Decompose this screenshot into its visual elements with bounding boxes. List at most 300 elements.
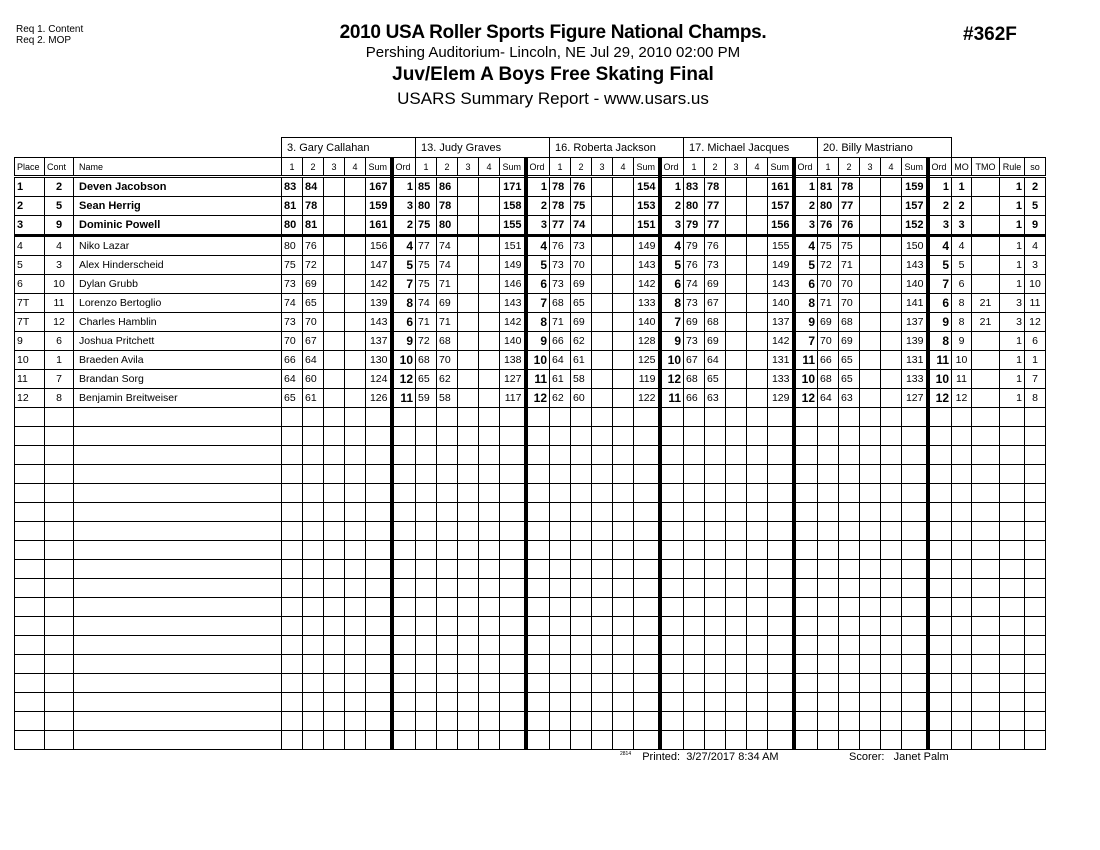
empty-cell — [550, 465, 571, 484]
so-cell: 11 — [1025, 294, 1046, 313]
table-row — [15, 332, 1046, 351]
empty-cell — [324, 579, 345, 598]
score-2: 65 — [839, 351, 860, 370]
empty-row — [15, 579, 1046, 598]
printed-info — [620, 751, 779, 763]
empty-cell — [282, 636, 303, 655]
empty-cell — [705, 731, 726, 750]
empty-cell — [366, 674, 392, 693]
empty-cell — [366, 598, 392, 617]
empty-cell — [928, 617, 952, 636]
empty-cell — [550, 427, 571, 446]
empty-cell — [437, 712, 458, 731]
score-3 — [324, 216, 345, 236]
score-3 — [324, 294, 345, 313]
empty-cell — [324, 484, 345, 503]
empty-cell — [282, 731, 303, 750]
score-1: 68 — [818, 370, 839, 389]
empty-cell — [1000, 617, 1025, 636]
score-2: 69 — [571, 275, 592, 294]
empty-cell — [392, 579, 416, 598]
col-judge-1: 1 — [282, 158, 303, 177]
score-1: 83 — [684, 177, 705, 197]
empty-cell — [902, 712, 928, 731]
empty-cell — [324, 503, 345, 522]
empty-cell — [74, 427, 282, 446]
empty-cell — [500, 731, 526, 750]
empty-cell — [726, 522, 747, 541]
empty-cell — [902, 522, 928, 541]
score-4 — [613, 197, 634, 216]
empty-cell — [972, 408, 1000, 427]
empty-cell — [972, 446, 1000, 465]
score-1: 75 — [416, 256, 437, 275]
score-4 — [613, 313, 634, 332]
empty-cell — [794, 541, 818, 560]
ordinal: 7 — [526, 294, 550, 313]
score-3 — [324, 389, 345, 408]
table-row — [15, 216, 1046, 236]
col-judge-3: 3 — [592, 158, 613, 177]
empty-cell — [324, 712, 345, 731]
empty-cell — [592, 522, 613, 541]
empty-cell — [74, 484, 282, 503]
empty-cell — [437, 674, 458, 693]
score-3 — [592, 389, 613, 408]
score-3 — [726, 275, 747, 294]
empty-cell — [416, 693, 437, 712]
score-4 — [747, 275, 768, 294]
ordinal: 2 — [660, 197, 684, 216]
empty-cell — [952, 579, 972, 598]
score-3 — [324, 370, 345, 389]
col-judge-1: 1 — [550, 158, 571, 177]
score-3 — [458, 389, 479, 408]
skater-name: Deven Jacobson — [74, 177, 282, 197]
empty-cell — [684, 579, 705, 598]
empty-cell — [366, 484, 392, 503]
empty-cell — [74, 541, 282, 560]
empty-cell — [392, 598, 416, 617]
rule-cell: 1 — [1000, 216, 1025, 236]
empty-cell — [571, 560, 592, 579]
score-2: 75 — [839, 236, 860, 256]
empty-cell — [458, 446, 479, 465]
empty-cell — [282, 446, 303, 465]
empty-cell — [479, 484, 500, 503]
empty-cell — [416, 522, 437, 541]
score-3 — [458, 294, 479, 313]
score-2: 71 — [437, 313, 458, 332]
empty-cell — [747, 560, 768, 579]
score-2: 58 — [571, 370, 592, 389]
empty-cell — [366, 693, 392, 712]
score-4 — [881, 236, 902, 256]
score-1: 78 — [550, 177, 571, 197]
empty-cell — [660, 427, 684, 446]
score-3 — [592, 370, 613, 389]
empty-cell — [500, 446, 526, 465]
empty-cell — [282, 427, 303, 446]
tmo-cell — [972, 177, 1000, 197]
score-2: 65 — [705, 370, 726, 389]
score-3 — [458, 197, 479, 216]
empty-cell — [74, 674, 282, 693]
empty-cell — [1000, 731, 1025, 750]
empty-cell — [479, 617, 500, 636]
empty-cell — [818, 484, 839, 503]
score-4 — [747, 197, 768, 216]
empty-cell — [571, 693, 592, 712]
empty-cell — [500, 617, 526, 636]
score-3 — [860, 313, 881, 332]
empty-cell — [747, 408, 768, 427]
score-2: 77 — [705, 216, 726, 236]
col-judge-sum: Sum — [634, 158, 660, 177]
empty-cell — [634, 617, 660, 636]
tmo-cell — [972, 275, 1000, 294]
empty-cell — [705, 598, 726, 617]
empty-cell — [684, 560, 705, 579]
empty-cell — [282, 408, 303, 427]
score-1: 61 — [550, 370, 571, 389]
empty-cell — [550, 541, 571, 560]
empty-cell — [1025, 522, 1046, 541]
cont-cell: 5 — [45, 197, 74, 216]
score-1: 71 — [818, 294, 839, 313]
empty-cell — [747, 636, 768, 655]
empty-cell — [839, 693, 860, 712]
ordinal: 6 — [928, 294, 952, 313]
place-cell: 4 — [15, 236, 45, 256]
empty-cell — [660, 636, 684, 655]
empty-cell — [1000, 598, 1025, 617]
empty-cell — [592, 465, 613, 484]
score-1: 68 — [416, 351, 437, 370]
empty-cell — [928, 693, 952, 712]
empty-cell — [416, 617, 437, 636]
empty-cell — [634, 560, 660, 579]
ordinal: 7 — [928, 275, 952, 294]
empty-cell — [571, 522, 592, 541]
judge-header-row — [15, 138, 1046, 158]
empty-cell — [345, 427, 366, 446]
empty-cell — [1025, 446, 1046, 465]
score-1: 67 — [684, 351, 705, 370]
ordinal: 7 — [660, 313, 684, 332]
empty-cell — [45, 560, 74, 579]
empty-cell — [45, 522, 74, 541]
empty-cell — [526, 579, 550, 598]
empty-cell — [592, 541, 613, 560]
empty-cell — [818, 674, 839, 693]
empty-cell — [818, 712, 839, 731]
empty-cell — [282, 712, 303, 731]
score-2: 64 — [705, 351, 726, 370]
empty-cell — [726, 636, 747, 655]
empty-cell — [592, 503, 613, 522]
empty-cell — [818, 579, 839, 598]
empty-cell — [726, 560, 747, 579]
cont-cell: 9 — [45, 216, 74, 236]
scorer-info — [849, 751, 949, 763]
empty-cell — [592, 731, 613, 750]
score-1: 76 — [550, 236, 571, 256]
score-2: 65 — [303, 294, 324, 313]
empty-cell — [860, 731, 881, 750]
place-cell: 7T — [15, 294, 45, 313]
empty-cell — [768, 408, 794, 427]
score-3 — [592, 275, 613, 294]
empty-cell — [1000, 484, 1025, 503]
score-sum: 140 — [634, 313, 660, 332]
score-2: 78 — [839, 177, 860, 197]
empty-cell — [1000, 503, 1025, 522]
empty-cell — [794, 598, 818, 617]
empty-cell — [479, 674, 500, 693]
empty-cell — [15, 446, 45, 465]
empty-cell — [613, 446, 634, 465]
empty-cell — [684, 446, 705, 465]
empty-cell — [747, 693, 768, 712]
empty-cell — [324, 560, 345, 579]
so-cell: 9 — [1025, 216, 1046, 236]
table-row — [15, 351, 1046, 370]
empty-row — [15, 503, 1046, 522]
so-cell: 4 — [1025, 236, 1046, 256]
empty-cell — [282, 503, 303, 522]
score-4 — [747, 370, 768, 389]
score-1: 65 — [416, 370, 437, 389]
col-name: Name — [74, 158, 282, 177]
empty-cell — [303, 579, 324, 598]
empty-cell — [74, 522, 282, 541]
cont-cell: 2 — [45, 177, 74, 197]
empty-cell — [345, 465, 366, 484]
empty-cell — [392, 408, 416, 427]
empty-cell — [479, 560, 500, 579]
empty-cell — [345, 484, 366, 503]
empty-cell — [592, 427, 613, 446]
empty-row — [15, 655, 1046, 674]
cont-cell: 6 — [45, 332, 74, 351]
empty-cell — [928, 408, 952, 427]
empty-cell — [571, 484, 592, 503]
rule-cell: 1 — [1000, 275, 1025, 294]
so-cell: 12 — [1025, 313, 1046, 332]
empty-cell — [324, 522, 345, 541]
empty-cell — [768, 598, 794, 617]
empty-cell — [550, 560, 571, 579]
ordinal: 10 — [660, 351, 684, 370]
empty-cell — [881, 674, 902, 693]
empty-cell — [839, 731, 860, 750]
empty-cell — [928, 465, 952, 484]
empty-cell — [705, 408, 726, 427]
empty-cell — [881, 446, 902, 465]
score-sum: 153 — [634, 197, 660, 216]
score-1: 72 — [818, 256, 839, 275]
score-sum: 157 — [768, 197, 794, 216]
ordinal: 3 — [392, 197, 416, 216]
empty-cell — [726, 712, 747, 731]
empty-cell — [416, 674, 437, 693]
empty-cell — [1000, 712, 1025, 731]
empty-cell — [458, 674, 479, 693]
score-4 — [881, 351, 902, 370]
score-3 — [592, 313, 613, 332]
empty-cell — [839, 484, 860, 503]
empty-cell — [768, 579, 794, 598]
col-judge-1: 1 — [818, 158, 839, 177]
empty-cell — [613, 712, 634, 731]
ordinal: 6 — [794, 275, 818, 294]
score-sum: 140 — [902, 275, 928, 294]
empty-cell — [526, 427, 550, 446]
score-4 — [345, 351, 366, 370]
empty-cell — [818, 617, 839, 636]
empty-cell — [366, 408, 392, 427]
empty-cell — [74, 579, 282, 598]
empty-cell — [952, 427, 972, 446]
empty-cell — [345, 503, 366, 522]
ordinal: 12 — [392, 370, 416, 389]
score-2: 73 — [705, 256, 726, 275]
score-1: 68 — [550, 294, 571, 313]
col-judge-2: 2 — [705, 158, 726, 177]
empty-cell — [881, 503, 902, 522]
empty-cell — [747, 541, 768, 560]
empty-cell — [324, 598, 345, 617]
score-sum: 156 — [366, 236, 392, 256]
empty-cell — [613, 465, 634, 484]
ordinal: 5 — [392, 256, 416, 275]
ordinal: 5 — [526, 256, 550, 275]
empty-cell — [45, 712, 74, 731]
tmo-cell: 21 — [972, 294, 1000, 313]
empty-cell — [768, 674, 794, 693]
empty-cell — [1025, 617, 1046, 636]
empty-cell — [818, 503, 839, 522]
empty-cell — [928, 446, 952, 465]
score-1: 78 — [550, 197, 571, 216]
empty-cell — [437, 484, 458, 503]
table-row — [15, 370, 1046, 389]
empty-cell — [345, 579, 366, 598]
judge-name: 16. Roberta Jackson — [550, 138, 684, 158]
so-cell: 3 — [1025, 256, 1046, 275]
empty-cell — [45, 427, 74, 446]
empty-cell — [366, 446, 392, 465]
score-3 — [324, 332, 345, 351]
skater-name: Braeden Avila — [74, 351, 282, 370]
empty-cell — [324, 674, 345, 693]
empty-cell — [392, 503, 416, 522]
score-2: 72 — [303, 256, 324, 275]
col-judge-4: 4 — [345, 158, 366, 177]
empty-cell — [1025, 408, 1046, 427]
col-so: so — [1025, 158, 1046, 177]
score-sum: 157 — [902, 197, 928, 216]
score-2: 70 — [839, 275, 860, 294]
score-4 — [613, 294, 634, 313]
score-2: 77 — [839, 197, 860, 216]
score-4 — [881, 177, 902, 197]
skater-name: Lorenzo Bertoglio — [74, 294, 282, 313]
empty-cell — [479, 731, 500, 750]
score-2: 69 — [303, 275, 324, 294]
empty-cell — [768, 731, 794, 750]
empty-cell — [660, 503, 684, 522]
score-3 — [860, 197, 881, 216]
score-3 — [324, 236, 345, 256]
empty-cell — [366, 712, 392, 731]
empty-cell — [952, 484, 972, 503]
empty-cell — [684, 427, 705, 446]
empty-cell — [571, 655, 592, 674]
empty-cell — [1025, 465, 1046, 484]
empty-cell — [747, 598, 768, 617]
score-1: 74 — [416, 294, 437, 313]
score-3 — [726, 389, 747, 408]
empty-cell — [500, 693, 526, 712]
score-sum: 127 — [500, 370, 526, 389]
empty-row — [15, 598, 1046, 617]
score-2: 60 — [303, 370, 324, 389]
empty-cell — [15, 408, 45, 427]
empty-cell — [15, 484, 45, 503]
empty-cell — [1000, 655, 1025, 674]
score-1: 80 — [818, 197, 839, 216]
empty-cell — [972, 560, 1000, 579]
rule-cell: 1 — [1000, 197, 1025, 216]
table-row — [15, 197, 1046, 216]
place-cell: 9 — [15, 332, 45, 351]
score-1: 85 — [416, 177, 437, 197]
empty-cell — [860, 446, 881, 465]
empty-cell — [45, 674, 74, 693]
empty-cell — [571, 503, 592, 522]
empty-cell — [881, 484, 902, 503]
requirement-1: Req 1. Content — [16, 24, 84, 35]
empty-cell — [550, 617, 571, 636]
empty-cell — [550, 408, 571, 427]
empty-cell — [818, 541, 839, 560]
score-1: 66 — [818, 351, 839, 370]
empty-cell — [726, 541, 747, 560]
mo-cell: 5 — [952, 256, 972, 275]
score-1: 79 — [684, 216, 705, 236]
score-2: 76 — [571, 177, 592, 197]
mo-cell: 3 — [952, 216, 972, 236]
empty-cell — [952, 731, 972, 750]
score-1: 80 — [282, 216, 303, 236]
empty-cell — [282, 693, 303, 712]
empty-cell — [860, 522, 881, 541]
score-1: 81 — [282, 197, 303, 216]
score-3 — [860, 294, 881, 313]
score-3 — [324, 177, 345, 197]
score-4 — [479, 389, 500, 408]
score-2: 73 — [571, 236, 592, 256]
empty-cell — [726, 598, 747, 617]
empty-cell — [613, 560, 634, 579]
empty-cell — [1000, 522, 1025, 541]
empty-cell — [705, 522, 726, 541]
empty-cell — [881, 522, 902, 541]
score-2: 67 — [303, 332, 324, 351]
empty-cell — [416, 408, 437, 427]
